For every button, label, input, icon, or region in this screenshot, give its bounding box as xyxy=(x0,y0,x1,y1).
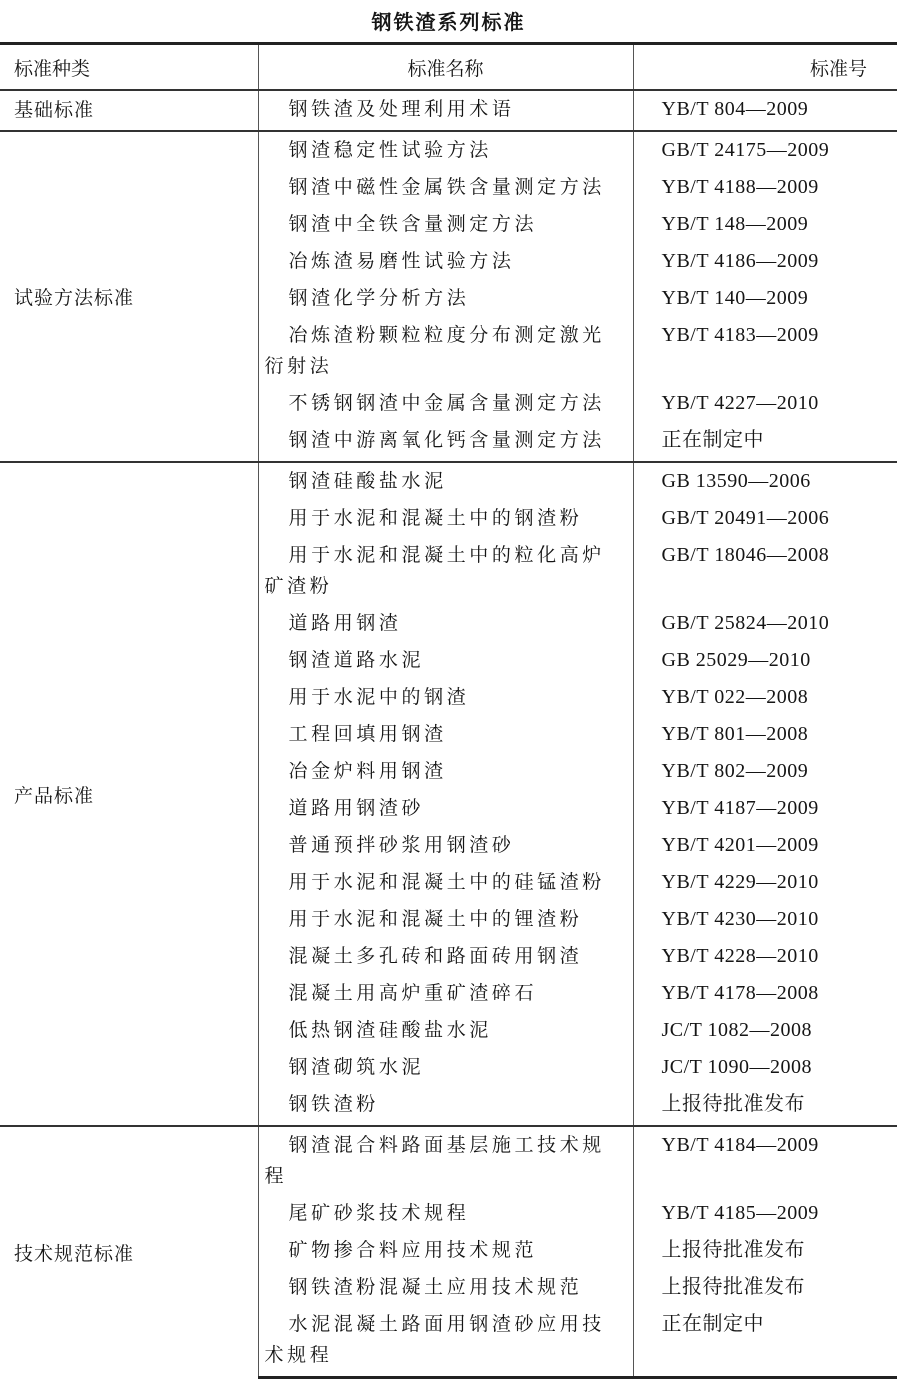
table-row xyxy=(0,90,897,131)
standard-name-cell: 冶炼渣粉颗粒粒度分布测定激光衍射法 xyxy=(258,317,633,385)
table-title: 钢铁渣系列标准 xyxy=(371,10,526,34)
standard-name-cell: 钢渣混合料路面基层施工技术规程 xyxy=(258,1126,633,1195)
standard-code-cell: YB/T 140—2009 xyxy=(661,287,809,309)
standard-name-cell: 矿物掺合料应用技术规范 xyxy=(258,1232,633,1269)
standard-code-cell: 上报待批准发布 xyxy=(661,1276,805,1298)
standard-code-cell: YB/T 4227—2010 xyxy=(661,392,819,414)
standard-code-cell: YB/T 801—2008 xyxy=(661,723,809,745)
standard-name-cell: 用于水泥和混凝土中的锂渣粉 xyxy=(258,901,633,938)
group-2 xyxy=(0,462,897,1126)
standard-name-cell: 钢铁渣粉 xyxy=(258,1086,633,1126)
standard-name-cell: 道路用钢渣砂 xyxy=(258,790,633,827)
standard-name-cell: 冶炼渣易磨性试验方法 xyxy=(258,243,633,280)
standard-name-cell: 道路用钢渣 xyxy=(258,605,633,642)
category-cell: 试验方法标准 xyxy=(0,131,258,462)
header-category: 标准种类 xyxy=(0,44,258,91)
standard-code-cell: YB/T 148—2009 xyxy=(661,213,809,235)
table-row xyxy=(0,131,897,169)
standard-name-cell: 水泥混凝土路面用钢渣砂应用技术规程 xyxy=(258,1306,633,1378)
standard-code-cell: GB/T 18046—2008 xyxy=(661,544,830,566)
standard-code-cell: YB/T 4188—2009 xyxy=(661,176,819,198)
standard-code-cell: YB/T 4185—2009 xyxy=(661,1202,819,1224)
category-cell: 产品标准 xyxy=(0,462,258,1126)
standard-name-cell: 用于水泥和混凝土中的粒化高炉矿渣粉 xyxy=(258,537,633,605)
standard-code-cell: GB/T 24175—2009 xyxy=(633,131,897,169)
standard-name-cell: 混凝土多孔砖和路面砖用钢渣 xyxy=(258,938,633,975)
group-0 xyxy=(0,90,897,131)
standards-table xyxy=(0,42,897,1379)
standard-name-cell: 普通预拌砂浆用钢渣砂 xyxy=(258,827,633,864)
standard-code-cell: YB/T 4184—2009 xyxy=(633,1126,897,1195)
standard-name-cell: 不锈钢钢渣中金属含量测定方法 xyxy=(258,385,633,422)
standard-name-cell: 用于水泥和混凝土中的钢渣粉 xyxy=(258,500,633,537)
category-cell: 技术规范标准 xyxy=(0,1126,258,1378)
standard-code-cell: YB/T 4229—2010 xyxy=(661,871,819,893)
standard-code-cell: 上报待批准发布 xyxy=(661,1239,805,1261)
header-row xyxy=(0,44,897,91)
category-cell: 基础标准 xyxy=(0,90,258,131)
standard-name-cell: 用于水泥中的钢渣 xyxy=(258,679,633,716)
standard-name-cell: 冶金炉料用钢渣 xyxy=(258,753,633,790)
standard-code-cell: GB 25029—2010 xyxy=(661,649,811,671)
standard-name-cell: 钢渣道路水泥 xyxy=(258,642,633,679)
standard-code-cell: 正在制定中 xyxy=(661,429,764,451)
standard-code-cell: GB/T 25824—2010 xyxy=(661,612,830,634)
standard-code-cell: YB/T 4186—2009 xyxy=(661,250,819,272)
standard-code-cell: GB/T 20491—2006 xyxy=(661,507,830,529)
standard-name-cell: 用于水泥和混凝土中的硅锰渣粉 xyxy=(258,864,633,901)
group-1 xyxy=(0,131,897,462)
standard-name-cell: 钢渣中游离氧化钙含量测定方法 xyxy=(258,422,633,462)
standard-code-cell: GB 13590—2006 xyxy=(633,462,897,500)
standard-code-cell: YB/T 802—2009 xyxy=(661,760,809,782)
standard-name-cell: 钢渣中磁性金属铁含量测定方法 xyxy=(258,169,633,206)
standard-name-cell: 钢铁渣粉混凝土应用技术规范 xyxy=(258,1269,633,1306)
standard-code-cell: YB/T 4228—2010 xyxy=(661,945,819,967)
standard-code-cell: YB/T 804—2009 xyxy=(633,90,897,131)
header-name: 标准名称 xyxy=(258,44,633,91)
standard-code-cell: YB/T 4187—2009 xyxy=(661,797,819,819)
standard-code-cell: JC/T 1082—2008 xyxy=(661,1019,813,1041)
standard-code-cell: YB/T 4201—2009 xyxy=(661,834,819,856)
standard-name-cell: 钢渣化学分析方法 xyxy=(258,280,633,317)
standard-name-cell: 低热钢渣硅酸盐水泥 xyxy=(258,1012,633,1049)
table-row xyxy=(0,1126,897,1195)
standard-name-cell: 钢渣硅酸盐水泥 xyxy=(258,462,633,500)
standard-name-cell: 工程回填用钢渣 xyxy=(258,716,633,753)
table-row xyxy=(0,462,897,500)
standard-name-cell: 混凝土用高炉重矿渣碎石 xyxy=(258,975,633,1012)
group-3 xyxy=(0,1126,897,1378)
standard-code-cell: YB/T 4178—2008 xyxy=(661,982,819,1004)
standard-code-cell: 正在制定中 xyxy=(633,1306,897,1378)
standard-code-cell: YB/T 022—2008 xyxy=(661,686,809,708)
standard-code-cell: YB/T 4183—2009 xyxy=(661,324,819,346)
standard-name-cell: 钢铁渣及处理利用术语 xyxy=(258,90,633,131)
standard-code-cell: JC/T 1090—2008 xyxy=(661,1056,813,1078)
standard-name-cell: 尾矿砂浆技术规程 xyxy=(258,1195,633,1232)
standard-code-cell: YB/T 4230—2010 xyxy=(661,908,819,930)
standard-name-cell: 钢渣中全铁含量测定方法 xyxy=(258,206,633,243)
standard-name-cell: 钢渣砌筑水泥 xyxy=(258,1049,633,1086)
standard-code-cell: 上报待批准发布 xyxy=(661,1093,805,1115)
standard-name-cell: 钢渣稳定性试验方法 xyxy=(258,131,633,169)
header-code: 标准号 xyxy=(633,44,897,91)
